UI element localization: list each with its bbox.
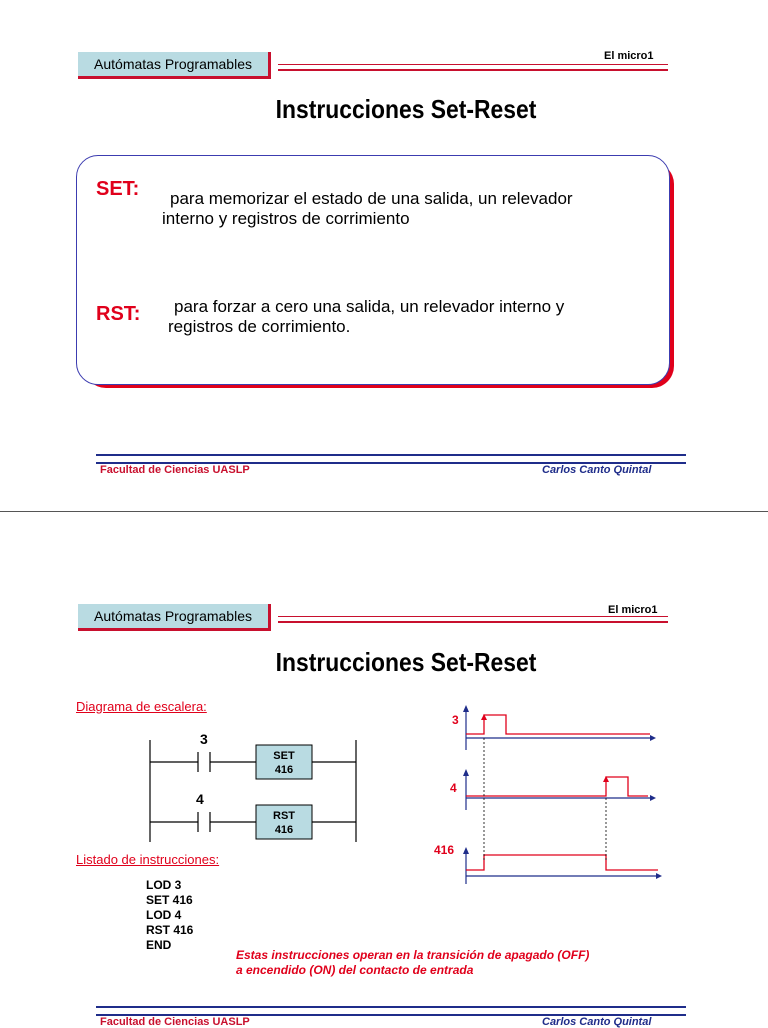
set-desc-line2: interno y registros de corrimiento [162,209,410,228]
signal-4-wave [466,777,648,796]
rst-coil-line2: 416 [274,824,294,836]
footer-right: Carlos Canto Quintal [542,1016,652,1028]
footer-right: Carlos Canto Quintal [542,464,652,476]
set-coil-line2: 416 [274,764,294,776]
listing-line: END [146,938,172,952]
header-right: El micro1 [604,50,654,62]
instruction-listing [146,878,193,953]
signal-4-label: 4 [450,781,457,795]
listing-line: RST 416 [146,923,194,937]
signal-3-label: 3 [452,713,459,727]
rst-desc-line2: registros de corrimiento. [168,317,351,336]
axis-3-arrow [650,735,656,741]
slide-1 [0,0,768,512]
contact-1-label: 3 [200,731,208,747]
slide-2 [0,512,768,1028]
footer-left: Facultad de Ciencias UASLP [100,1016,250,1028]
rst-term: RST: [96,303,141,325]
signal-3-wave [466,715,650,734]
note-line1: Estas instrucciones operan en la transición de apagado (OFF) [236,948,590,962]
signal-416-label: 416 [434,843,455,857]
signal-416-wave [466,855,658,870]
set-desc-line1: para memorizar el estado de una salida, un relevador [170,189,573,208]
listing-line: LOD 4 [146,908,182,922]
header-rule [278,64,668,71]
listing-label: Listado de instrucciones: [76,852,220,867]
listing-line: SET 416 [146,893,193,907]
header-label: Autómatas Programables [78,604,271,631]
footer-rule [96,454,686,464]
header-label: Autómatas Programables [78,52,271,79]
transition-note [236,948,589,978]
note-line2: a encendido (ON) del contacto de entrada [236,963,474,977]
rst-desc-line1: para forzar a cero una salida, un relevador interno y [174,297,565,316]
footer-left: Facultad de Ciencias UASLP [100,464,250,476]
page-title: Instrucciones Set-Reset [275,647,537,677]
axis-416-arrow [656,873,662,879]
timing-diagram [463,705,662,884]
contact-2-label: 4 [196,791,204,807]
header-right: El micro1 [608,604,658,616]
ladder-diagram [150,740,356,842]
listing-line: LOD 3 [146,878,182,892]
ladder-label: Diagrama de escalera: [76,699,207,714]
axis-4-arrow [650,795,656,801]
footer-rule [96,1006,686,1016]
set-term: SET: [96,178,140,200]
page-title: Instrucciones Set-Reset [275,94,537,124]
rst-coil-line1: RST [273,810,295,822]
set-coil-line1: SET [273,750,295,762]
